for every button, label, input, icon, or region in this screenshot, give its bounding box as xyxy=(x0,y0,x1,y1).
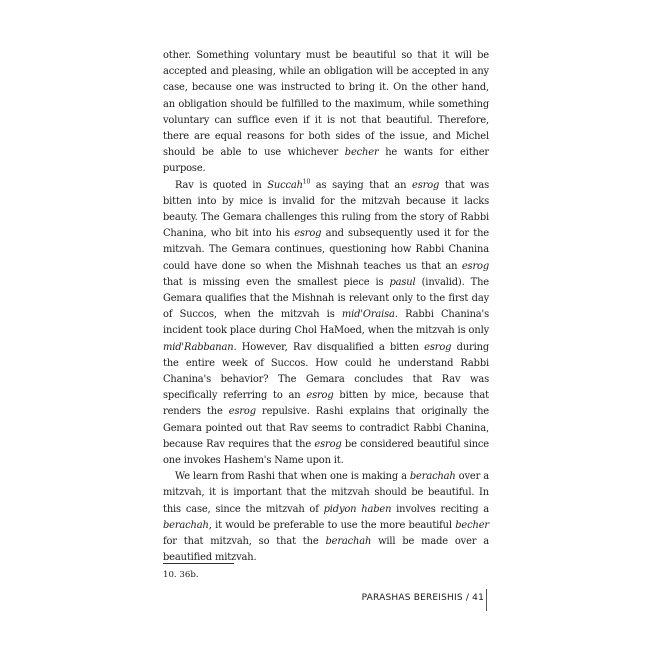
text-run: he wants for either purpose. xyxy=(163,147,489,175)
footnote: 10. 36b. xyxy=(163,570,199,580)
italic-term: Succah xyxy=(267,179,303,191)
text-run: . However, Rav disqualified a bitten xyxy=(233,341,425,353)
text-run: (invalid). The Gemara qualifies that the Mishnah is relevant only to the first day of Succos, when the mitzvah is xyxy=(163,276,489,321)
text-run: and subsequently used it for the mitzvah. The Gemara continues, questioning how Rabbi Chanina could have done so when the Mishnah teaches us that an xyxy=(163,228,489,272)
italic-term: berachah xyxy=(325,536,372,548)
italic-term: berachah xyxy=(163,519,209,531)
italic-term: mid'Rabbanan xyxy=(163,341,234,353)
italic-term: becher xyxy=(455,519,489,531)
text-run: over a mitzvah, it is important that the mitzvah should be beautiful. In this case, since the mitzvah of xyxy=(163,471,489,515)
text-run: involves reciting a xyxy=(391,503,490,515)
text-run: be considered beautiful since one invokes Hashem's Name upon it. xyxy=(163,438,489,467)
text-run: repulsive. Rashi explains that originally the Gemara pointed out that Rav seems to contradict Rabbi Chanina, because Rav requires that the xyxy=(163,406,489,450)
running-foot-rule xyxy=(486,589,487,611)
text-run: that is missing even the smallest piece is xyxy=(163,276,390,288)
text-run: during the entire week of Succos. How could he understand Rabbi Chanina's behavior? The Gemara concludes that Rav was specifically referring to an xyxy=(163,341,489,402)
footnote-rule xyxy=(163,563,234,564)
text-run: bitten by mice, because that renders the xyxy=(163,390,489,418)
italic-term: esrog xyxy=(294,228,322,240)
text-run: other. Something voluntary must be beautiful so that it will be accepted and pleasing, while an obligation will be accepted in any case, because one was instructed to bring it. On the other hand, an obligation should be fulfilled to the maximum, while something voluntary can suffice even if it is not that beautiful. Therefore, there are equal reasons for both sides of the issue, and Michel should be able to use whichever xyxy=(163,50,489,159)
italic-term: esrog xyxy=(461,260,489,272)
italic-term: esrog xyxy=(228,406,256,418)
text-run: will be made over a beautified mitzvah. xyxy=(163,536,489,564)
text-run: that was bitten into by mice is invalid for the mitzvah because it lacks beauty. The Gemara challenges this ruling from the story of Rabbi Chanina, who bit into his xyxy=(163,179,489,240)
italic-term: pidyon haben xyxy=(323,503,392,515)
italic-term: esrog xyxy=(306,390,334,402)
italic-term: esrog xyxy=(412,179,440,191)
running-foot: PARASHAS BEREISHIS / 41 xyxy=(361,593,484,603)
italic-term: berachah xyxy=(409,471,456,483)
paragraph-3 xyxy=(163,469,489,566)
text-run: Rav is quoted in xyxy=(175,179,268,191)
footnote-ref: 10 xyxy=(302,178,311,186)
italic-term: mid'Oraisa xyxy=(341,309,395,321)
italic-term: esrog xyxy=(314,438,342,450)
text-run: as saying that an xyxy=(310,179,413,191)
italic-term: esrog xyxy=(424,341,452,353)
text-run: , it would be preferable to use the more beautiful xyxy=(208,519,456,531)
text-run: We learn from Rashi that when one is making a xyxy=(175,471,410,483)
text-run: . Rabbi Chanina's incident took place during Chol HaMoed, when the mitzvah is only xyxy=(163,309,489,337)
italic-term: becher xyxy=(344,147,379,159)
text-run: for that mitzvah, so that the xyxy=(163,536,326,548)
italic-term: pasul xyxy=(389,276,416,288)
paragraph-1 xyxy=(163,48,489,178)
paragraph-2 xyxy=(163,178,489,470)
body-text xyxy=(163,48,489,567)
